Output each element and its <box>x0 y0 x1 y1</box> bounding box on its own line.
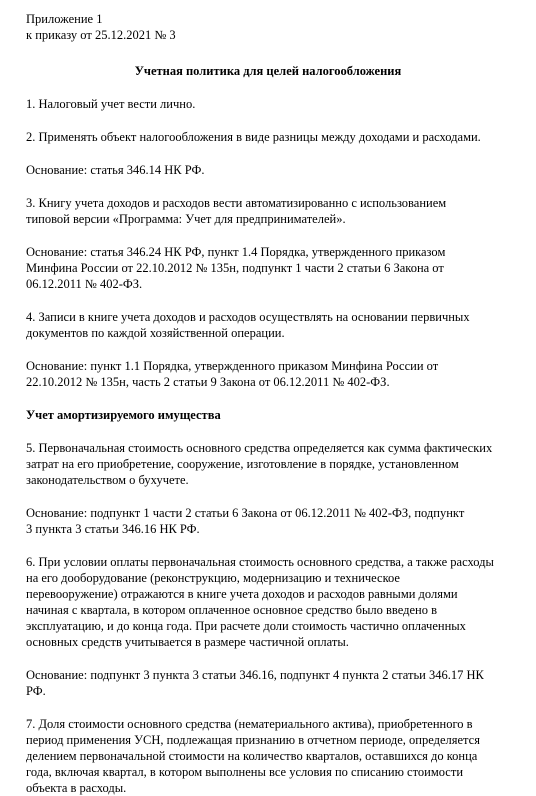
paragraph-line: документов по каждой хозяйственной операции. <box>26 326 285 340</box>
paragraph-line: типовой версии «Программа: Учет для предпринимателей». <box>26 212 346 226</box>
paragraph-line: законодательством о бухучете. <box>26 473 189 487</box>
paragraph-line: года, включая квартал, в котором выполнены все условия по списанию стоимости <box>26 765 464 779</box>
paragraph-line: 4. Записи в книге учета доходов и расходов осуществлять на основании первичных <box>26 310 470 324</box>
document-title: Учетная политика для целей налогообложения <box>134 64 402 78</box>
paragraph-line: 3. Книгу учета доходов и расходов вести автоматизированно с использованием <box>26 196 447 210</box>
paragraph-line: 22.10.2012 № 135н, часть 2 статьи 9 Закона от 06.12.2011 № 402-ФЗ. <box>26 375 390 389</box>
paragraph-line: затрат на его приобретение, сооружение, изготовление в порядке, установленном <box>26 457 459 471</box>
paragraph-5 <box>26 440 526 488</box>
paragraph-line: 7. Доля стоимости основного средства (нематериального актива), приобретенного в <box>26 717 473 731</box>
paragraph-line: 2. Применять объект налогообложения в виде разницы между доходами и расходами. <box>26 130 481 144</box>
paragraph-line: основных средств учитывается в размере частичной оплаты. <box>26 635 349 649</box>
paragraph-line: эксплуатацию, и до конца года. При расчете доли стоимость частично оплаченных <box>26 619 466 633</box>
paragraph-line: Минфина России от 22.10.2012 № 135н, подпункт 1 части 2 статьи 6 Закона от <box>26 261 444 275</box>
paragraph-6 <box>26 554 526 650</box>
document-page <box>26 11 526 796</box>
basis-paragraph-3 <box>26 244 526 292</box>
section-paragraphs <box>26 440 526 796</box>
paragraph-line: 1. Налоговый учет вести лично. <box>26 97 196 111</box>
paragraph-1 <box>26 96 526 112</box>
section-heading: Учет амортизируемого имущества <box>26 408 221 422</box>
paragraph-line: делением первоначальной стоимости на количество кварталов, оставшихся до конца <box>26 749 478 763</box>
paragraph-line: Основание: пункт 1.1 Порядка, утвержденного приказом Минфина России от <box>26 359 439 373</box>
order-reference: к приказу от 25.12.2021 № 3 <box>26 28 176 42</box>
paragraph-line: Основание: статья 346.14 НК РФ. <box>26 163 205 177</box>
policy-paragraphs <box>26 96 526 390</box>
appendix-label: Приложение 1 <box>26 12 103 26</box>
paragraph-line: 3 пункта 3 статьи 346.16 НК РФ. <box>26 522 200 536</box>
paragraph-7 <box>26 716 526 796</box>
paragraph-line: 5. Первоначальная стоимость основного средства определяется как сумма фактических <box>26 441 493 455</box>
paragraph-line: Основание: подпункт 1 части 2 статьи 6 Закона от 06.12.2011 № 402-ФЗ, подпункт <box>26 506 465 520</box>
paragraph-line: перевооружение) отражаются в книге учета доходов и расходов равными долями <box>26 587 458 601</box>
paragraph-3 <box>26 195 526 227</box>
paragraph-2 <box>26 129 526 145</box>
basis-paragraph-5 <box>26 505 526 537</box>
paragraph-line: Основание: подпункт 3 пункта 3 статьи 346.16, подпункт 4 пункта 2 статьи 346.17 НК <box>26 668 484 682</box>
paragraph-line: начиная с квартала, в котором оплаченное основное средство было введено в <box>26 603 437 617</box>
paragraph-line: период применения УСН, подлежащая признанию в отчетном периоде, определяется <box>26 733 480 747</box>
basis-paragraph-6 <box>26 667 526 699</box>
paragraph-line: 06.12.2011 № 402-ФЗ. <box>26 277 143 291</box>
paragraph-line: РФ. <box>26 684 46 698</box>
paragraph-4 <box>26 309 526 341</box>
basis-paragraph-2 <box>26 162 526 178</box>
paragraph-line: объекта в расходы. <box>26 781 127 795</box>
paragraph-line: на его дооборудование (реконструкцию, модернизацию и техническое <box>26 571 400 585</box>
basis-paragraph-4 <box>26 358 526 390</box>
paragraph-line: Основание: статья 346.24 НК РФ, пункт 1.4 Порядка, утвержденного приказом <box>26 245 446 259</box>
paragraph-line: 6. При условии оплаты первоначальная стоимость основного средства, а также расходы <box>26 555 494 569</box>
